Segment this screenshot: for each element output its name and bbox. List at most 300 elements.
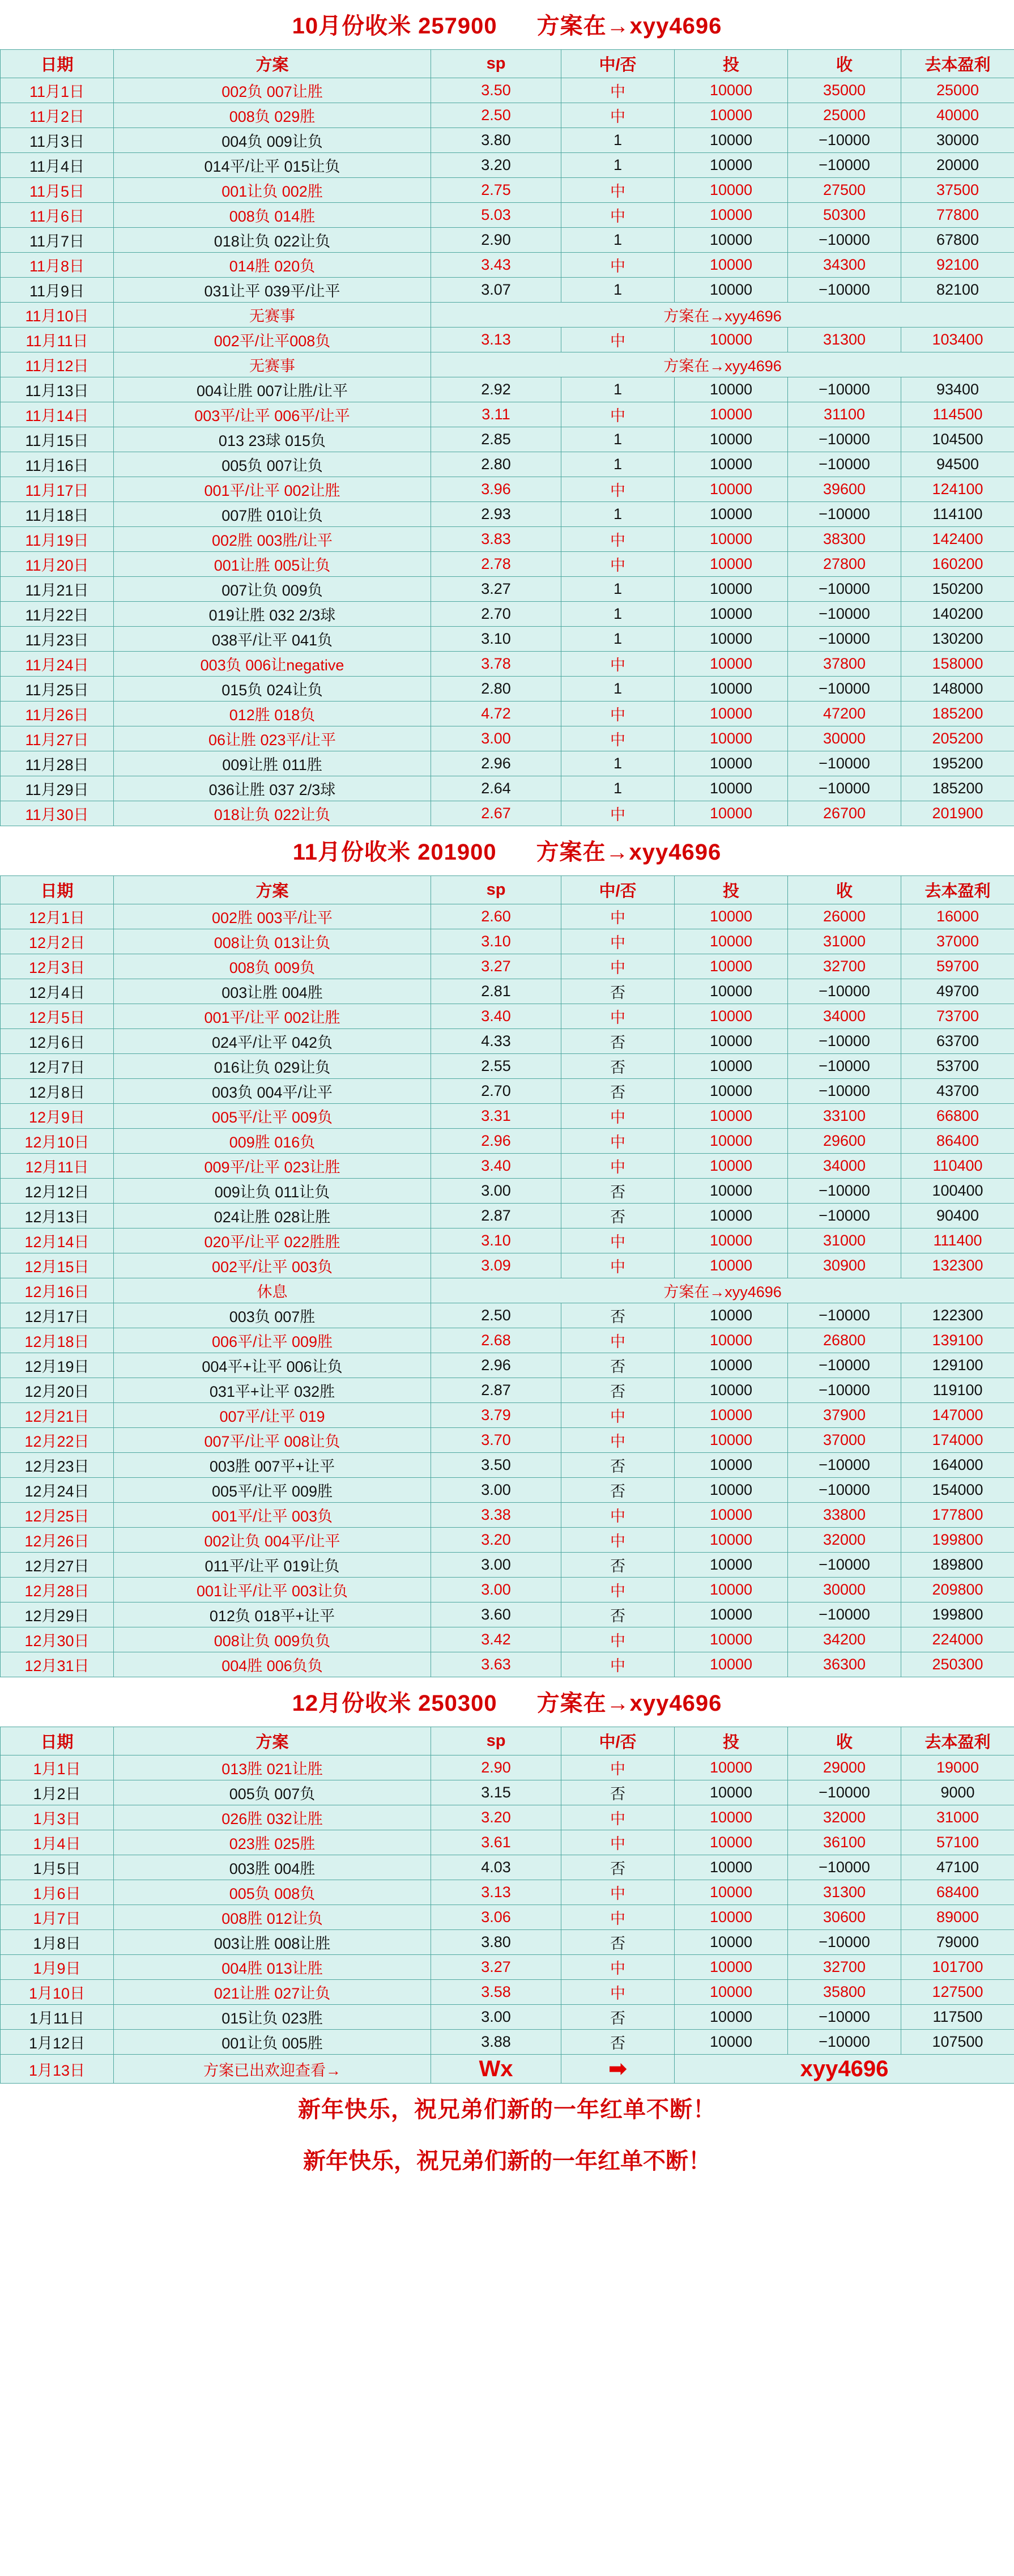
column-header-3: 中/否 [561,876,675,904]
table-row [1,278,1014,303]
row-return: −10000 [788,377,901,402]
column-header-0: 日期 [1,1727,114,1755]
table-row [1,328,1014,352]
row-plan: 020平/让平 022胜胜 [114,1229,431,1253]
row-return: −10000 [788,1029,901,1054]
row-sp: 4.33 [431,1029,561,1054]
row-result: 中 [561,402,675,427]
row-stake: 10000 [675,652,788,677]
row-return: −10000 [788,1303,901,1328]
row-sp: 2.80 [431,677,561,702]
row-date: 11月12日 [1,352,114,377]
row-date: 12月31日 [1,1652,114,1677]
row-stake: 10000 [675,377,788,402]
row-profit: 117500 [901,2005,1014,2030]
row-sp: 3.96 [431,477,561,502]
row-result: 中 [561,1104,675,1129]
row-result: 1 [561,427,675,452]
row-profit: 114500 [901,402,1014,427]
row-result: 中 [561,929,675,954]
row-stake: 10000 [675,677,788,702]
row-result: 中 [561,1755,675,1780]
row-profit: 195200 [901,751,1014,776]
row-return: −10000 [788,627,901,652]
row-sp: 3.78 [431,652,561,677]
table-row [1,776,1014,801]
row-result: 否 [561,1930,675,1955]
row-stake: 10000 [675,1855,788,1880]
row-profit: 185200 [901,776,1014,801]
row-result: 否 [561,1204,675,1229]
row-result: 否 [561,1602,675,1627]
table-row [1,1930,1014,1955]
row-profit: 77800 [901,203,1014,228]
table-row [1,1229,1014,1253]
row-plan: 001平/让平 002让胜 [114,477,431,502]
row-date: 1月10日 [1,1980,114,2005]
row-stake: 10000 [675,1578,788,1602]
row-date: 12月2日 [1,929,114,954]
row-result: 1 [561,776,675,801]
row-plan: 012负 018平+让平 [114,1602,431,1627]
row-return: −10000 [788,1478,901,1503]
row-return: −10000 [788,577,901,602]
column-header-0: 日期 [1,50,114,78]
table-row [1,577,1014,602]
row-stake: 10000 [675,776,788,801]
row-sp: 3.27 [431,954,561,979]
row-return: −10000 [788,1855,901,1880]
row-result: 否 [561,1553,675,1578]
row-date: 11月20日 [1,552,114,577]
row-profit: 174000 [901,1428,1014,1453]
table-row [1,1528,1014,1553]
table-row [1,1578,1014,1602]
records-table [0,875,1014,1677]
row-plan: 003负 004平/让平 [114,1079,431,1104]
row-result: 1 [561,627,675,652]
table-row [1,1503,1014,1528]
row-date: 12月25日 [1,1503,114,1528]
row-profit: 103400 [901,328,1014,352]
row-date: 12月26日 [1,1528,114,1553]
table-row [1,929,1014,954]
row-plan: 036让胜 037 2/3球 [114,776,431,801]
row-date: 1月11日 [1,2005,114,2030]
table-row [1,1029,1014,1054]
row-sp: 3.83 [431,527,561,552]
row-return: −10000 [788,979,901,1004]
row-sp: 2.96 [431,1129,561,1154]
row-date: 12月29日 [1,1602,114,1627]
row-plan: 007平/让平 008让负 [114,1428,431,1453]
row-plan: 026胜 032让胜 [114,1805,431,1830]
row-date: 11月5日 [1,178,114,203]
row-stake: 10000 [675,904,788,929]
row-return: 31000 [788,1229,901,1253]
table-row [1,1154,1014,1179]
row-return: −10000 [788,1453,901,1478]
row-return: 36100 [788,1830,901,1855]
row-sp: 2.70 [431,1079,561,1104]
row-sp: 3.20 [431,1805,561,1830]
row-return: −10000 [788,1054,901,1079]
table-row [1,627,1014,652]
row-plan: 002平/让平008负 [114,328,431,352]
row-stake: 10000 [675,1478,788,1503]
table-row [1,1478,1014,1503]
row-stake: 10000 [675,1204,788,1229]
row-sp: 3.27 [431,577,561,602]
row-return: 33800 [788,1503,901,1528]
row-result: 否 [561,1378,675,1403]
row-return: −10000 [788,153,901,178]
column-header-3: 中/否 [561,1727,675,1755]
row-stake: 10000 [675,278,788,303]
row-profit: 86400 [901,1129,1014,1154]
row-date: 1月5日 [1,1855,114,1880]
row-profit: 73700 [901,1004,1014,1029]
row-profit: 9000 [901,1780,1014,1805]
row-profit: 164000 [901,1453,1014,1478]
row-stake: 10000 [675,1428,788,1453]
row-stake: 10000 [675,1079,788,1104]
row-stake: 10000 [675,153,788,178]
row-return: −10000 [788,677,901,702]
row-date: 11月7日 [1,228,114,253]
row-plan: 007平/让平 019 [114,1403,431,1428]
table-row [1,1253,1014,1278]
column-header-2: sp [431,876,561,904]
row-date: 1月3日 [1,1805,114,1830]
row-plan: 003让胜 008让胜 [114,1930,431,1955]
row-stake: 10000 [675,1004,788,1029]
row-date: 11月11日 [1,328,114,352]
row-stake: 10000 [675,452,788,477]
row-date: 11月4日 [1,153,114,178]
column-header-2: sp [431,50,561,78]
row-result: 1 [561,128,675,153]
table-header-row [1,50,1014,78]
row-profit: 40000 [901,103,1014,128]
row-result: 否 [561,1079,675,1104]
row-stake: 10000 [675,178,788,203]
row-date: 11月21日 [1,577,114,602]
row-date: 12月12日 [1,1179,114,1204]
row-sp: 3.10 [431,627,561,652]
row-date: 11月29日 [1,776,114,801]
row-plan: 024平/让平 042负 [114,1029,431,1054]
row-stake: 10000 [675,228,788,253]
row-return: −10000 [788,1780,901,1805]
row-profit: 154000 [901,1478,1014,1503]
row-return: 39600 [788,477,901,502]
section-title-text: 11月份收米 201900 [292,840,497,865]
row-result: 否 [561,1054,675,1079]
row-sp: 3.50 [431,1453,561,1478]
row-result: 中 [561,1955,675,1980]
row-date: 11月16日 [1,452,114,477]
row-profit: 94500 [901,452,1014,477]
table-row [1,1204,1014,1229]
row-profit: 63700 [901,1029,1014,1054]
row-result: 中 [561,904,675,929]
row-stake: 10000 [675,1528,788,1553]
row-result: 否 [561,1780,675,1805]
row-result: 中 [561,702,675,726]
row-date: 11月27日 [1,726,114,751]
row-result: 中 [561,1229,675,1253]
row-result: 中 [561,1154,675,1179]
table-row [1,203,1014,228]
section-title-note: 方案在→xyy4696 [536,14,722,39]
row-profit: 114100 [901,502,1014,527]
table-row [1,1652,1014,1677]
row-stake: 10000 [675,1054,788,1079]
row-profit: 92100 [901,253,1014,278]
table-row [1,702,1014,726]
row-date: 11月3日 [1,128,114,153]
row-date: 12月9日 [1,1104,114,1129]
row-result: 中 [561,103,675,128]
row-plan: 008胜 012让负 [114,1905,431,1930]
column-header-6: 去本盈利 [901,50,1014,78]
row-date: 11月24日 [1,652,114,677]
row-plan: 06让胜 023平/让平 [114,726,431,751]
row-stake: 10000 [675,328,788,352]
wx-label: Wx [431,2055,561,2084]
row-sp: 3.79 [431,1403,561,1428]
table-row [1,1880,1014,1905]
row-date: 11月13日 [1,377,114,402]
row-stake: 10000 [675,103,788,128]
row-result: 中 [561,801,675,826]
row-profit: 89000 [901,1905,1014,1930]
table-row [1,527,1014,552]
row-stake: 10000 [675,801,788,826]
row-result: 中 [561,1652,675,1677]
row-return: 27800 [788,552,901,577]
row-return: 30000 [788,1578,901,1602]
row-stake: 10000 [675,128,788,153]
row-stake: 10000 [675,527,788,552]
row-result: 否 [561,1478,675,1503]
table-row [1,1780,1014,1805]
table-header-row [1,1727,1014,1755]
table-row [1,1905,1014,1930]
row-stake: 10000 [675,1353,788,1378]
row-result: 1 [561,502,675,527]
row-plan: 013 23球 015负 [114,427,431,452]
row-profit: 82100 [901,278,1014,303]
row-sp: 3.13 [431,328,561,352]
table-row [1,1755,1014,1780]
row-result: 1 [561,677,675,702]
row-plan: 001让胜 005让负 [114,552,431,577]
row-plan: 003让胜 004胜 [114,979,431,1004]
row-sp: 3.00 [431,1179,561,1204]
table-row [1,502,1014,527]
arrow-icon: ➡ [561,2055,675,2084]
row-return: 25000 [788,103,901,128]
row-plan: 003平/让平 006平/让平 [114,402,431,427]
row-sp: 2.96 [431,751,561,776]
row-profit: 199800 [901,1602,1014,1627]
row-plan: 005负 007负 [114,1780,431,1805]
row-sp: 3.63 [431,1652,561,1677]
row-stake: 10000 [675,1880,788,1905]
row-plan: 013胜 021让胜 [114,1755,431,1780]
contact-id[interactable]: xyy4696 [675,2055,1014,2084]
row-profit: 57100 [901,1830,1014,1855]
row-profit: 37000 [901,929,1014,954]
row-sp: 3.13 [431,1880,561,1905]
column-header-1: 方案 [114,876,431,904]
table-header-row [1,876,1014,904]
row-date: 11月6日 [1,203,114,228]
row-plan: 009胜 016负 [114,1129,431,1154]
row-return: −10000 [788,1930,901,1955]
row-stake: 10000 [675,1652,788,1677]
row-plan: 008让负 009负负 [114,1627,431,1652]
row-plan: 008负 029胜 [114,103,431,128]
row-return: 47200 [788,702,901,726]
row-sp: 2.55 [431,1054,561,1079]
row-result: 否 [561,2005,675,2030]
row-profit: 16000 [901,904,1014,929]
column-header-0: 日期 [1,876,114,904]
row-return: −10000 [788,228,901,253]
row-profit: 20000 [901,153,1014,178]
row-sp: 2.78 [431,552,561,577]
row-plan: 038平/让平 041负 [114,627,431,652]
table-row [1,1453,1014,1478]
table-row [1,1403,1014,1428]
row-sp: 2.92 [431,377,561,402]
row-profit: 79000 [901,1930,1014,1955]
row-stake: 10000 [675,602,788,627]
row-date: 11月10日 [1,303,114,328]
row-date: 11月25日 [1,677,114,702]
row-sp: 3.61 [431,1830,561,1855]
table-row [1,1004,1014,1029]
row-stake: 10000 [675,726,788,751]
column-header-3: 中/否 [561,50,675,78]
row-plan: 024让胜 028让胜 [114,1204,431,1229]
row-return: 29000 [788,1755,901,1780]
row-plan: 003负 006让negative [114,652,431,677]
row-date: 12月24日 [1,1478,114,1503]
row-date: 1月4日 [1,1830,114,1855]
row-stake: 10000 [675,427,788,452]
row-profit: 119100 [901,1378,1014,1403]
row-date: 1月8日 [1,1930,114,1955]
row-sp: 3.27 [431,1955,561,1980]
row-return: −10000 [788,2030,901,2055]
row-return: −10000 [788,452,901,477]
footer-greeting: 新年快乐，祝兄弟们新的一年红单不断！ [303,2149,711,2174]
row-return: 30600 [788,1905,901,1930]
row-profit: 140200 [901,602,1014,627]
table-row [1,303,1014,328]
section-title-banner [0,0,1014,49]
row-profit: 139100 [901,1328,1014,1353]
row-return: −10000 [788,602,901,627]
table-row [1,1627,1014,1652]
table-row [1,979,1014,1004]
row-stake: 10000 [675,1602,788,1627]
row-plan: 016让负 029让负 [114,1054,431,1079]
row-plan: 004胜 013让胜 [114,1955,431,1980]
row-date: 1月2日 [1,1780,114,1805]
row-result: 否 [561,1179,675,1204]
row-result: 中 [561,328,675,352]
table-row [1,1553,1014,1578]
row-sp: 3.60 [431,1602,561,1627]
row-return: −10000 [788,1602,901,1627]
row-stake: 10000 [675,2005,788,2030]
row-profit: 160200 [901,552,1014,577]
row-note: 方案在→xyy4696 [431,1278,1014,1303]
table-row [1,1104,1014,1129]
row-plan: 012胜 018负 [114,702,431,726]
row-profit: 90400 [901,1204,1014,1229]
row-profit: 111400 [901,1229,1014,1253]
table-row [1,2005,1014,2030]
row-result: 1 [561,278,675,303]
row-stake: 10000 [675,1403,788,1428]
row-sp: 2.96 [431,1353,561,1378]
row-return: 31100 [788,402,901,427]
row-stake: 10000 [675,1253,788,1278]
row-profit: 201900 [901,801,1014,826]
row-return: −10000 [788,1204,901,1229]
row-profit: 68400 [901,1880,1014,1905]
row-result: 中 [561,253,675,278]
row-stake: 10000 [675,552,788,577]
row-sp: 4.03 [431,1855,561,1880]
table-row [1,477,1014,502]
table-row [1,552,1014,577]
row-sp: 3.00 [431,2005,561,2030]
row-stake: 10000 [675,1328,788,1353]
row-return: 32700 [788,954,901,979]
row-date: 11月22日 [1,602,114,627]
row-sp: 3.20 [431,1528,561,1553]
row-date: 12月14日 [1,1229,114,1253]
row-stake: 10000 [675,979,788,1004]
row-plan: 001平/让平 002让胜 [114,1004,431,1029]
table-row [1,352,1014,377]
row-result: 否 [561,1855,675,1880]
row-plan: 014胜 020负 [114,253,431,278]
row-stake: 10000 [675,253,788,278]
row-stake: 10000 [675,627,788,652]
row-result: 否 [561,1303,675,1328]
row-return: 38300 [788,527,901,552]
table-row [1,1278,1014,1303]
row-sp: 3.00 [431,1478,561,1503]
row-plan: 003胜 007平+让平 [114,1453,431,1478]
row-sp: 3.42 [431,1627,561,1652]
row-plan: 004胜 006负负 [114,1652,431,1677]
row-profit: 158000 [901,652,1014,677]
table-row [1,1602,1014,1627]
row-sp: 3.10 [431,1229,561,1253]
row-return: 27500 [788,178,901,203]
row-result: 中 [561,552,675,577]
row-plan: 009让负 011让负 [114,1179,431,1204]
